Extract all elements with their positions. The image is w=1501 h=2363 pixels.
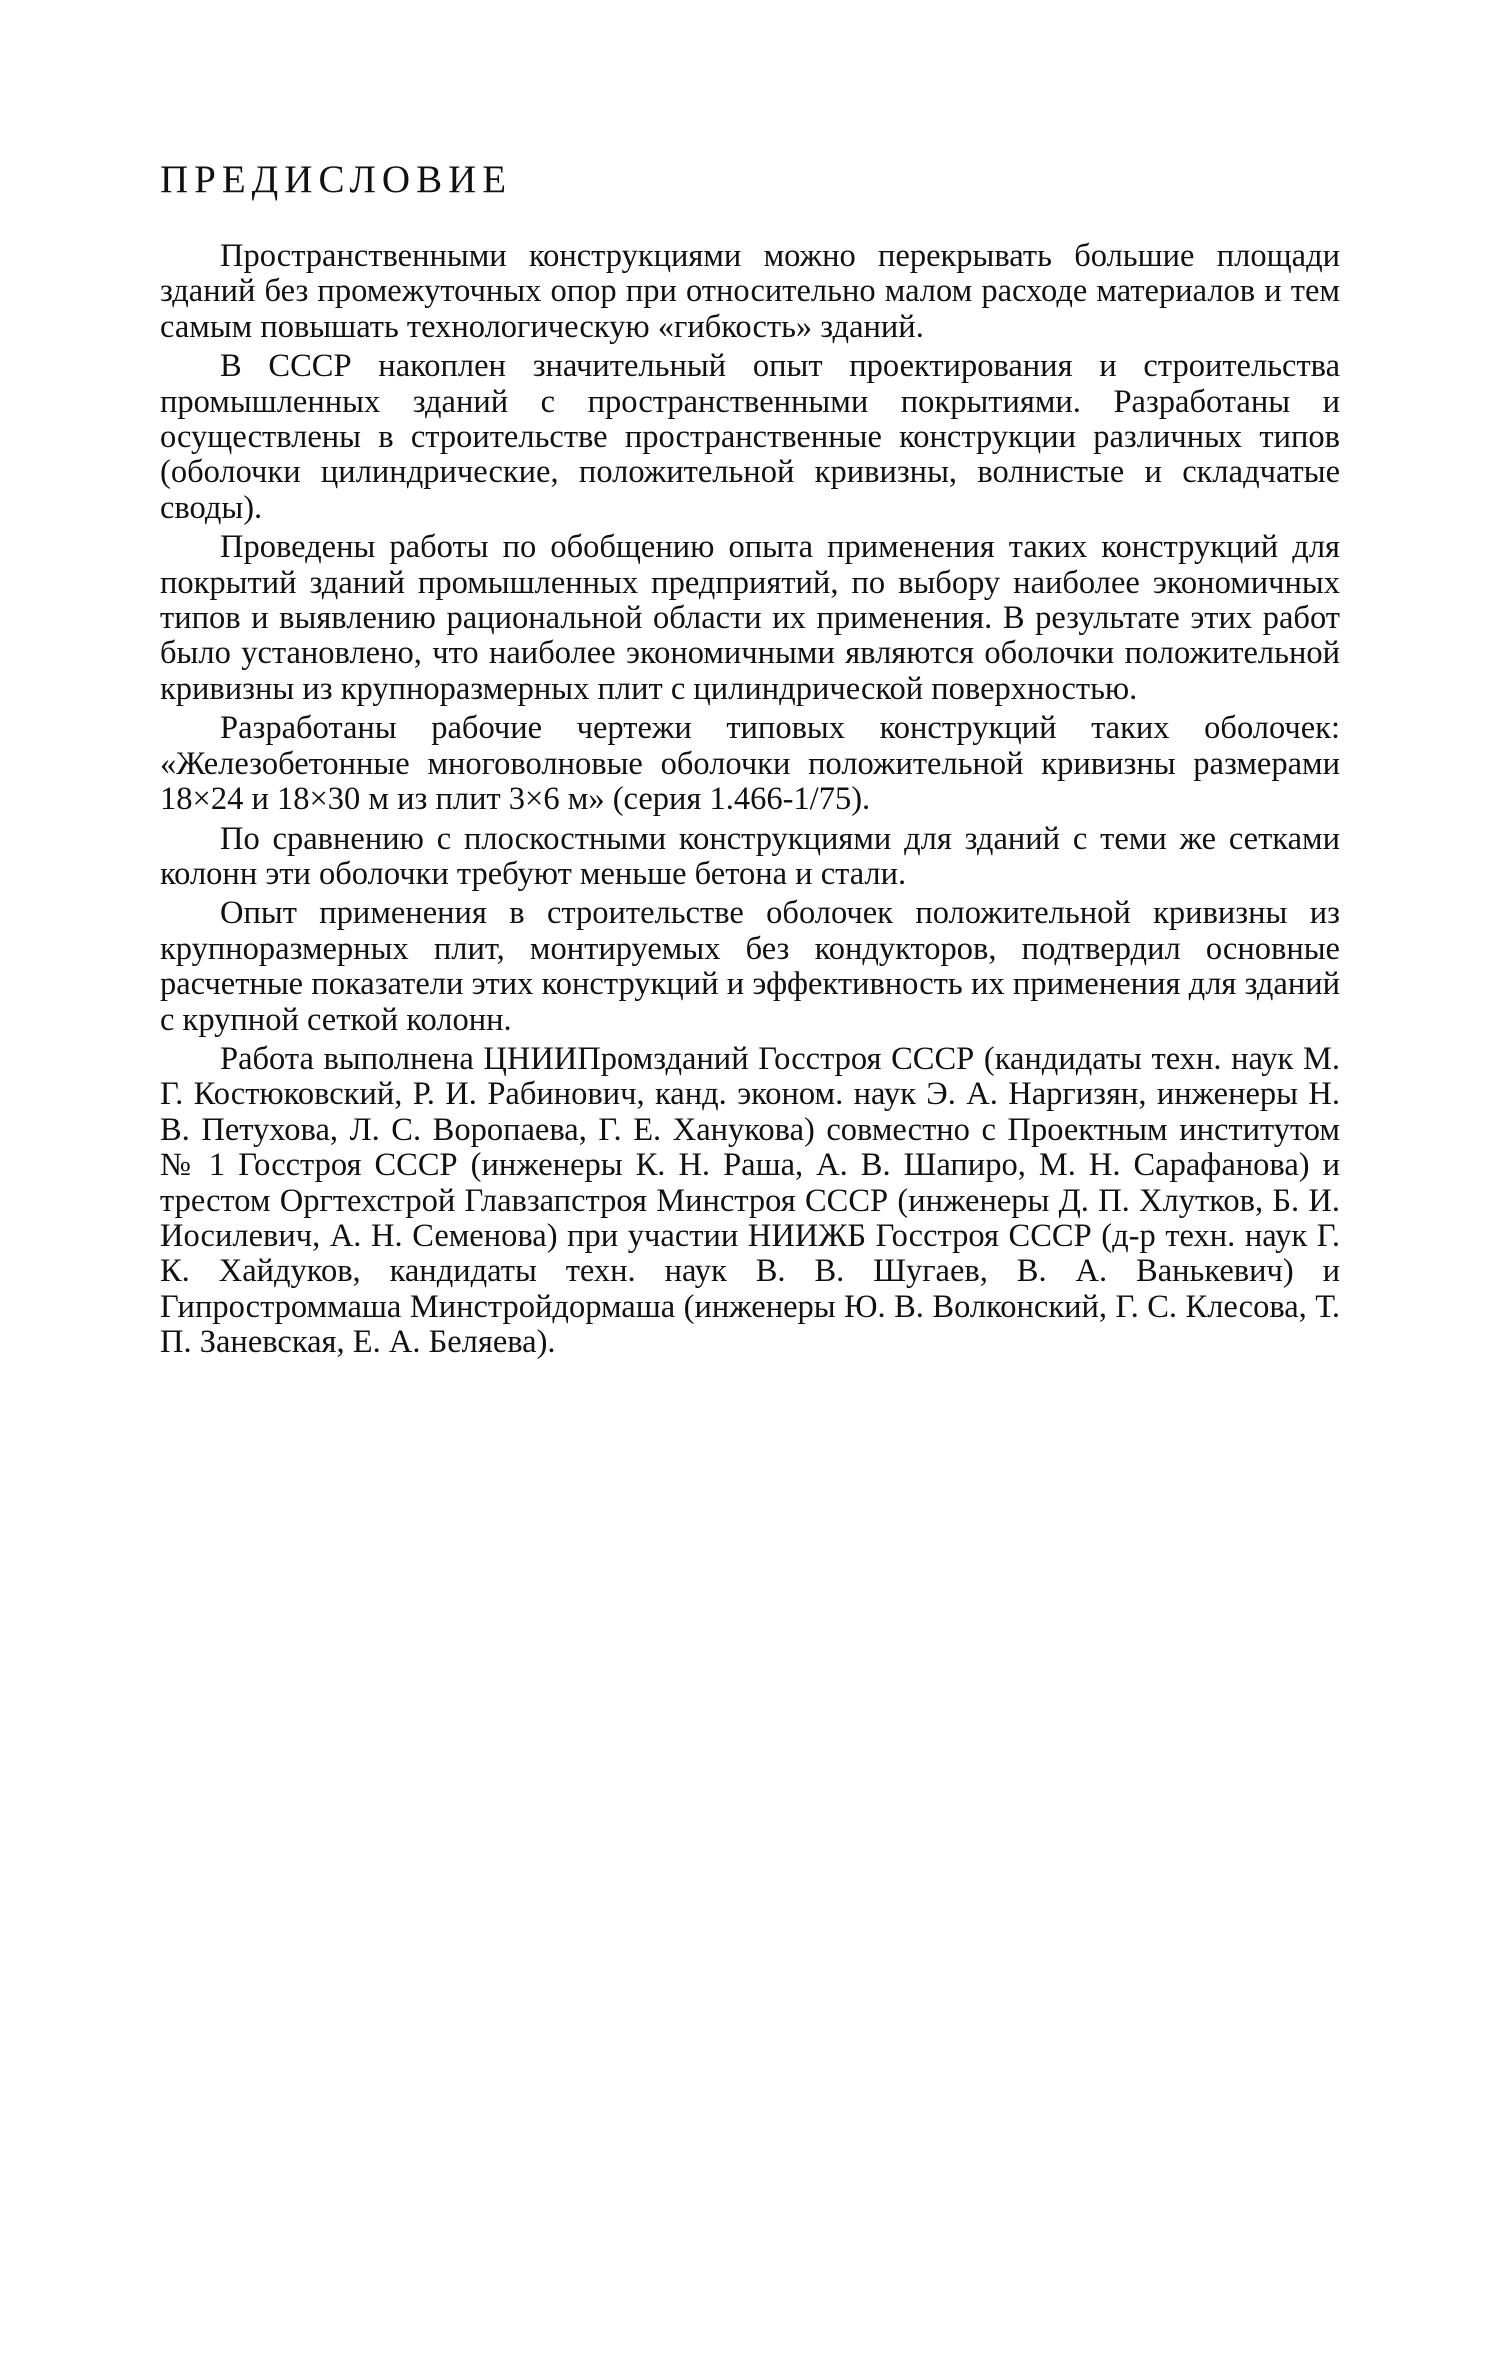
paragraph-1: Пространственными конструкциями можно перекрывать большие площади зданий без промежуточных опор при относительно малом расходе материалов и тем самым повышать технологическую «гибкость» зданий. [160,238,1340,345]
paragraph-7: Работа выполнена ЦНИИПромзданий Госстроя СССР (кандидаты техн. наук М. Г. Костюковский, Р. И. Рабинович, канд. эконом. наук Э. А. Наргизян, инженеры Н. В. Петухова, Л. С. Воропаева, Г. Е. Ханукова) совместно с Проектным институтом № 1 Госстроя СССР (инженеры К. Н. Раша, А. В. Шапиро, М. Н. Сарафанова) и трестом Оргтехстрой Главзапстроя Минстроя СССР (инженеры Д. П. Хлутков, Б. И. Иосилевич, А. Н. Семенова) при участии НИИЖБ Госстроя СССР (д-р техн. наук Г. К. Хайдуков, кандидаты техн. наук В. В. Шугаев, В. А. Ванькевич) и Гипростроммаша Минстройдормаша (инженеры Ю. В. Волконский, Г. С. Клесова, Т. П. Заневская, Е. А. Беляева). [160,1040,1340,1361]
document-page [160,160,1340,1365]
paragraph-2: В СССР накоплен значительный опыт проектирования и строительства промышленных зданий с пространственными покрытиями. Разработаны и осуществлены в строительстве пространственные конструкции различных типов (оболочки цилиндрические, положительной кривизны, волнистые и складчатые своды). [160,348,1340,526]
paragraph-6: Опыт применения в строительстве оболочек положительной кривизны из крупноразмерных плит, монтируемых без кондукторов, подтвердил основные расчетные показатели этих конструкций и эффективность их применения для зданий с крупной сеткой колонн. [160,895,1340,1038]
paragraph-5: По сравнению с плоскостными конструкциями для зданий с теми же сетками колонн эти оболочки требуют меньше бетона и стали. [160,820,1340,892]
paragraph-4: Разработаны рабочие чертежи типовых конструкций таких оболочек: «Железобетонные многоволновые оболочки положительной кривизны размерами 18×24 и 18×30 м из плит 3×6 м» (серия 1.466-1/75). [160,710,1340,818]
page-title: ПРЕДИСЛОВИЕ [160,158,513,201]
paragraph-3: Проведены работы по обобщению опыта применения таких конструкций для покрытий зданий промышленных предприятий, по выбору наиболее экономичных типов и выявлению рациональной области их применения. В результате этих работ было установлено, что наиболее экономичными являются оболочки положительной кривизны из крупноразмерных плит с цилиндрической поверхностью. [160,529,1340,707]
